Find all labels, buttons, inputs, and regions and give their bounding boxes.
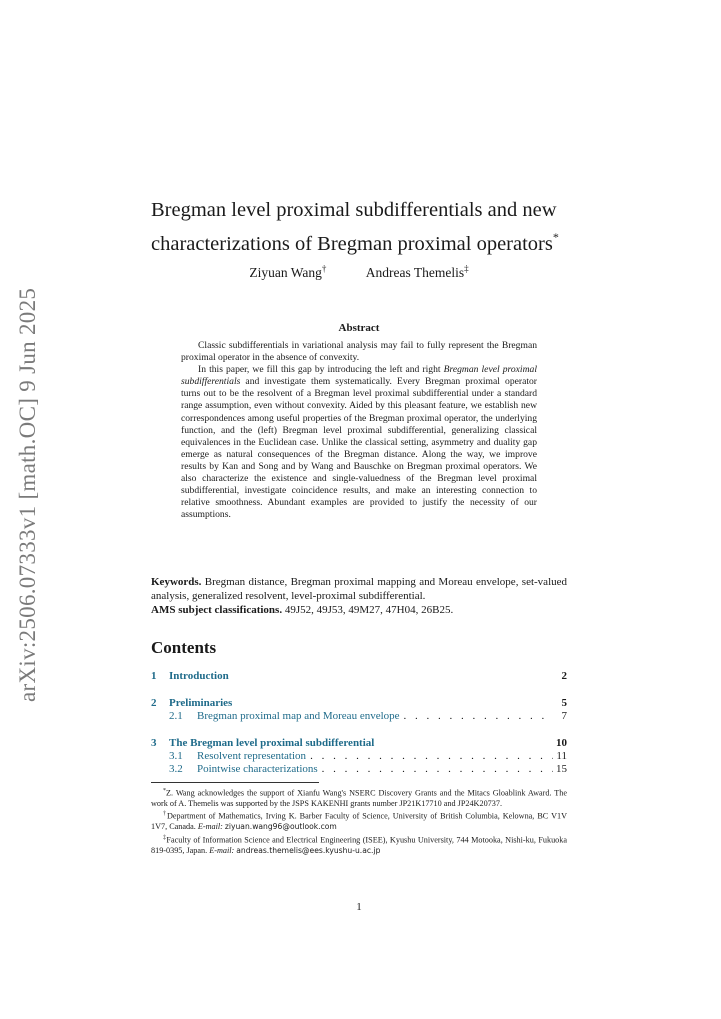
author-footnote-mark[interactable]: ‡ — [464, 263, 469, 273]
footnote-mark: ‡ — [163, 834, 167, 841]
toc-link[interactable]: Pointwise characterizations — [197, 763, 318, 775]
footnote-text: Z. Wang acknowledges the support of Xianfu Wang's NSERC Discovery Grants and the Mitacs Gloablink Award. The work of A. Themelis was supported by the JSPS KAKENHI grants number JP21K17710 and JP24K20737. — [151, 788, 567, 809]
abstract-emphasis: Bregman level proximal subdifferentials — [181, 364, 537, 388]
toc-page[interactable]: 2 — [561, 670, 567, 682]
toc-entry[interactable] — [151, 737, 567, 750]
ams-text: 49J52, 49J53, 49M27, 47H04, 26B25. — [284, 604, 454, 616]
toc-page[interactable]: 15 — [556, 763, 567, 775]
email-label: E-mail: — [197, 822, 223, 832]
arxiv-identifier: arXiv:2506.07333v1 [math.OC] 9 Jun 2025 — [15, 287, 40, 702]
toc-link[interactable]: Resolvent representation — [197, 750, 307, 762]
toc-page[interactable]: 5 — [561, 697, 567, 709]
toc-number: 3 — [151, 737, 157, 749]
footnote — [151, 786, 567, 809]
footnotes — [151, 786, 567, 856]
keywords-label: Keywords. — [151, 576, 202, 588]
abstract-text: and investigate them systematically. Every Bregman proximal operator turns out to be the resolvent of a Bregman level proximal subdifferential under a standard range assumption, even without convexity. Aided by this pleasant feature, we establish new correspondences among useful properties of the Bregman proximal operator, the underlying function, and the (left) Bregman level proximal subdifferential, generalizing classical equivalences in the Euclidean case. Unlike the classical setting, asymmetry and duality gap emerge as natural consequences of the Bregman distance. Along the way, we improve results by Kan and Song and by Wang and Bauschke on Bregman proximal operators. We also characterize the existence and single-valuedness of the Bregman level proximal subdifferential, investigate coincidence results, and make an interesting connection to relative smoothness. Abundant examples are provided to justify the necessity of our assumptions. — [181, 376, 537, 521]
author — [366, 265, 469, 280]
abstract-heading: Abstract — [338, 322, 380, 334]
title-footnote-mark[interactable]: * — [552, 230, 559, 244]
author-footnote-mark[interactable]: † — [321, 263, 327, 273]
toc-entry[interactable] — [151, 697, 567, 710]
toc-number: 2.1 — [169, 710, 183, 722]
toc-number: 3.1 — [169, 750, 183, 762]
title-line-1: Bregman level proximal subdifferentials and new — [151, 199, 557, 221]
abstract-paragraph: Classic subdifferentials in variational analysis may fail to fully represent the Bregman proximal operator in the absence of convexity. — [181, 340, 537, 364]
author-list — [151, 263, 567, 281]
footnote-divider — [151, 782, 319, 783]
author — [249, 265, 326, 280]
toc-link[interactable]: Preliminaries — [169, 697, 233, 709]
toc-entry[interactable] — [151, 710, 567, 723]
toc-number: 3.2 — [169, 763, 183, 775]
footnote-mark: * — [163, 788, 166, 794]
toc-entry[interactable] — [151, 750, 567, 763]
toc-page[interactable]: 11 — [556, 750, 567, 762]
author-name: Andreas Themelis — [365, 264, 465, 280]
abstract-paragraph — [181, 364, 537, 521]
email-link[interactable]: ziyuan.wang96@outlook.com — [224, 822, 337, 832]
footnote-mark: † — [163, 811, 167, 818]
toc-number: 2 — [151, 697, 157, 709]
title-line-2: characterizations of Bregman proximal operators — [151, 233, 553, 255]
toc-link[interactable]: Bregman proximal map and Moreau envelope — [197, 710, 400, 722]
toc-leader — [318, 763, 553, 776]
contents-heading: Contents — [151, 638, 217, 657]
keywords-text: Bregman distance, Bregman proximal mapping and Moreau envelope, set-valued analysis, generalized resolvent, level-proximal subdifferential. — [151, 576, 568, 602]
author-name: Ziyuan Wang — [249, 264, 322, 280]
toc-leader — [306, 750, 553, 763]
email-link[interactable]: andreas.themelis@ees.kyushu-u.ac.jp — [236, 845, 381, 855]
toc-page[interactable]: 10 — [556, 737, 567, 749]
ams-label: AMS subject classifications. — [151, 604, 283, 616]
table-of-contents — [151, 670, 567, 776]
toc-link[interactable]: Introduction — [169, 670, 229, 682]
toc-entry[interactable] — [151, 763, 567, 776]
toc-number: 1 — [151, 670, 157, 682]
keywords-block — [151, 575, 567, 617]
footnote-text: Department of Mathematics, Irving K. Barber Faculty of Science, University of British Columbia, Kelowna, BC V1V 1V7, Canada. — [151, 812, 568, 832]
email-label: E-mail: — [209, 845, 235, 855]
toc-link[interactable]: The Bregman level proximal subdifferential — [169, 737, 375, 749]
page-number: 1 — [356, 901, 362, 913]
toc-entry[interactable] — [151, 670, 567, 683]
footnote — [151, 809, 567, 832]
toc-page[interactable]: 7 — [561, 710, 567, 722]
abstract-text: In this paper, we fill this gap by introducing the left and right — [198, 364, 444, 376]
footnote-text: Faculty of Information Science and Electrical Engineering (ISEE), Kyushu University, 744 Motooka, Nishi-ku, Fukuoka 819-0395, Japan. — [151, 835, 567, 855]
toc-leader — [400, 710, 553, 723]
abstract-body — [181, 340, 537, 521]
paper-title — [151, 197, 601, 258]
footnote — [151, 833, 567, 856]
